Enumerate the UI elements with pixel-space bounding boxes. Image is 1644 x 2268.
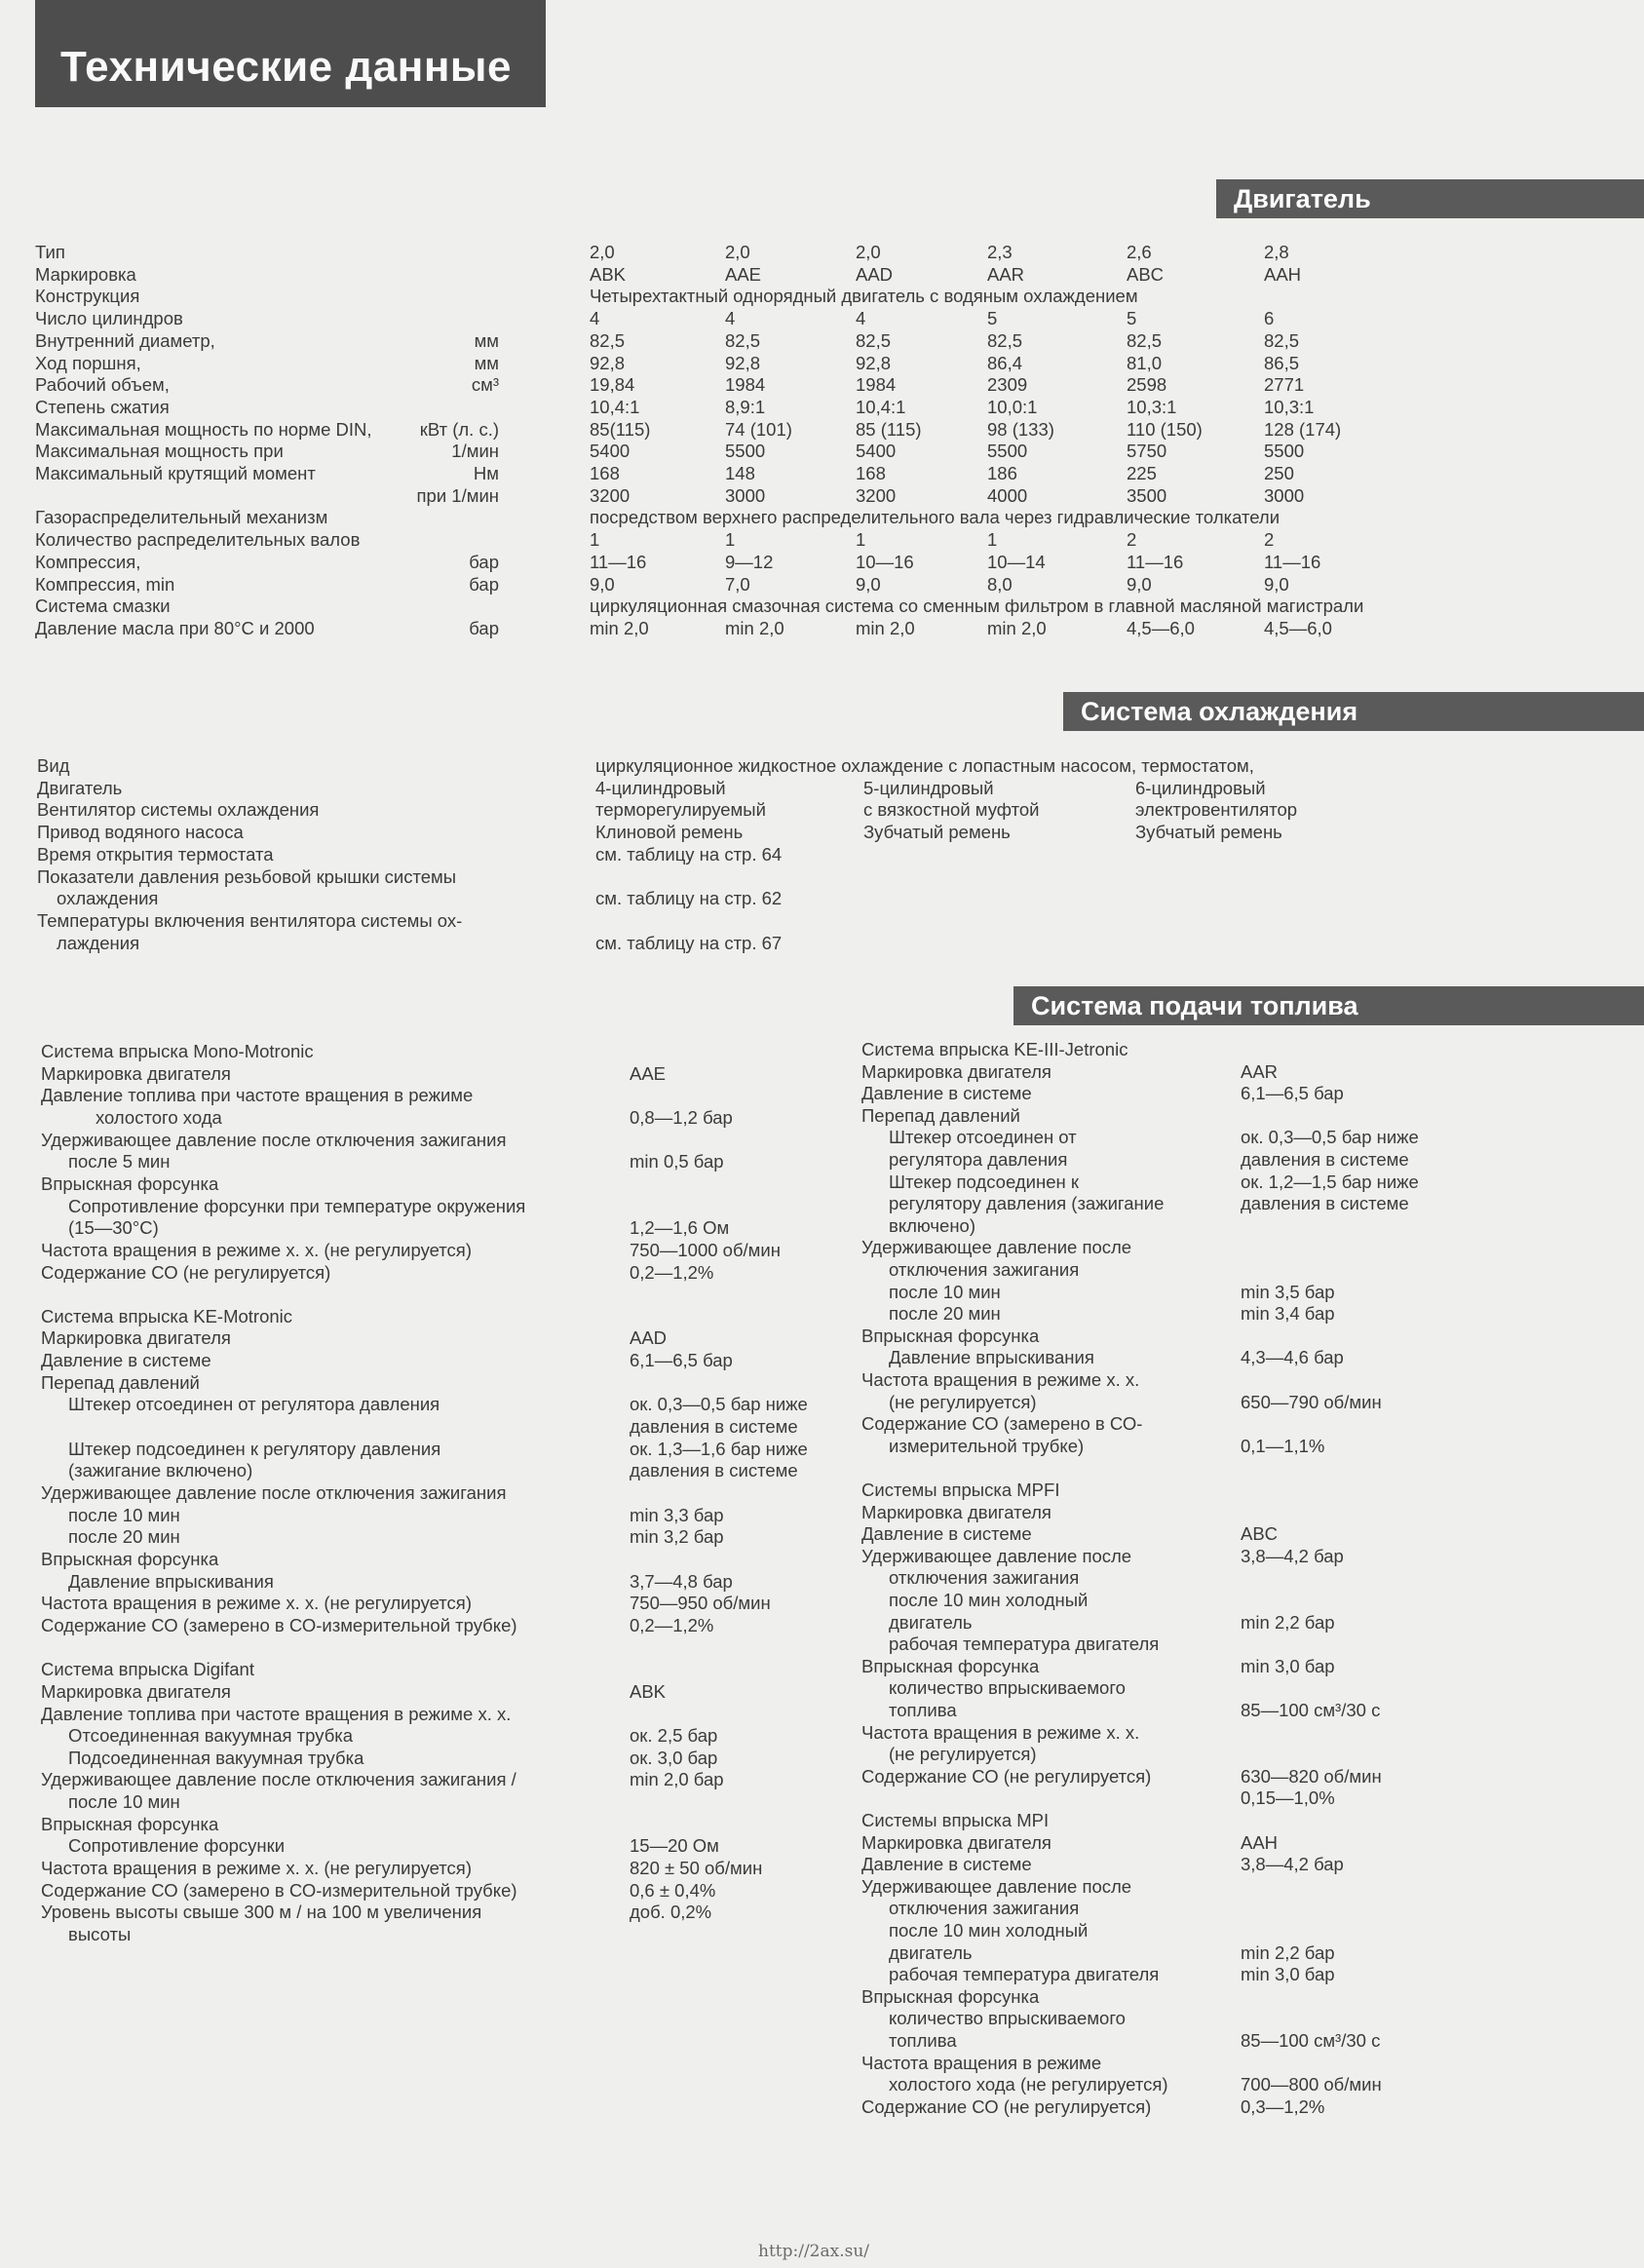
cooling-row-label: Вентилятор системы охлаждения	[37, 799, 320, 821]
engine-row-label: Рабочий объем,	[35, 374, 170, 396]
fuel-row-value: min 0,5 бар	[630, 1151, 724, 1172]
engine-value-cell: 82,5	[590, 329, 626, 351]
fuel-row-label: Давление в системе	[861, 1083, 1032, 1104]
fuel-row-label: после 10 мин холодный	[889, 1590, 1089, 1610]
fuel-row-label: рабочая температура двигателя	[889, 1964, 1160, 1985]
cooling-value-cell: 4-цилиндровый	[595, 777, 726, 798]
fuel-row-value: 630—820 об/мин	[1241, 1765, 1382, 1787]
fuel-row-value: 0,3—1,2%	[1241, 2095, 1325, 2117]
fuel-row-value: min 3,3 бар	[630, 1504, 724, 1525]
engine-value-cell: 2,0	[725, 242, 750, 262]
engine-row-unit: мм	[474, 329, 499, 351]
fuel-row-label: двигатель	[889, 1941, 973, 1963]
engine-value-cell: 2	[1127, 529, 1137, 551]
engine-value-cell: 85(115)	[590, 418, 651, 440]
fuel-row-label: Частота вращения в режиме х. х.	[861, 1369, 1140, 1390]
engine-value-cell: 168	[856, 463, 886, 483]
fuel-row-label: отключения зажигания	[889, 1259, 1080, 1280]
engine-value-cell: ABC	[1127, 263, 1165, 285]
fuel-row-label: Частота вращения в режиме х. х.	[861, 1721, 1140, 1743]
fuel-row-label: холостого хода (не регулируется)	[889, 2074, 1168, 2095]
fuel-row-label: Удерживающее давление после	[861, 1545, 1132, 1566]
engine-value-cell: 10,0:1	[987, 396, 1038, 417]
engine-value-cell: ABK	[590, 263, 627, 285]
fuel-row-label: топлива	[889, 1700, 957, 1720]
fuel-row-label: Удерживающее давление после отключения зажигания	[41, 1129, 507, 1150]
engine-value-cell: 2	[1264, 529, 1275, 551]
fuel-row-value: 0,1—1,1%	[1241, 1435, 1325, 1456]
engine-value-cell: 1984	[725, 374, 766, 396]
fuel-row-label: Системы впрыска MPI	[861, 1810, 1050, 1830]
engine-value-cell: 9,0	[856, 573, 881, 595]
fuel-row-value: 85—100 см³/30 с	[1241, 2030, 1381, 2051]
fuel-row-value: ок. 0,3—0,5 бар ниже	[1241, 1127, 1419, 1148]
engine-row-label: Система смазки	[35, 596, 171, 617]
fuel-row-value: 15—20 Ом	[630, 1835, 719, 1857]
engine-row-label: Ход поршня,	[35, 352, 141, 373]
engine-row-unit: мм	[474, 352, 499, 373]
cooling-row-label: Температуры включения вентилятора системы ох-	[37, 909, 463, 931]
fuel-row-value: 750—950 об/мин	[630, 1593, 771, 1614]
engine-row-label: Компрессия,	[35, 551, 141, 572]
engine-value-cell: 110 (150)	[1127, 418, 1203, 440]
fuel-row-label: Маркировка двигателя	[861, 1831, 1051, 1853]
fuel-row-value: 3,7—4,8 бар	[630, 1570, 733, 1592]
engine-value-cell: 5400	[856, 441, 897, 462]
engine-row-label: Число цилиндров	[35, 308, 183, 329]
engine-value-cell: 2,0	[590, 242, 615, 262]
engine-value-cell: 4	[856, 308, 866, 329]
engine-value-cell: 86,4	[987, 352, 1023, 373]
cooling-row-label: Привод водяного насоса	[37, 822, 244, 843]
engine-value-cell: AAD	[856, 263, 894, 285]
fuel-row-value: min 3,2 бар	[630, 1526, 724, 1548]
cooling-value-cell: Зубчатый ремень	[1135, 822, 1282, 843]
fuel-row-label: Удерживающее давление после отключения зажигания /	[41, 1769, 516, 1790]
fuel-row-label: включено)	[889, 1214, 975, 1236]
engine-value-cell: 10—16	[856, 551, 914, 572]
fuel-row-value: 1,2—1,6 Ом	[630, 1217, 730, 1239]
fuel-row-value: AAH	[1241, 1831, 1279, 1853]
fuel-row-value: 0,15—1,0%	[1241, 1787, 1335, 1809]
fuel-row-value: ок. 3,0 бар	[630, 1747, 718, 1768]
engine-value-cell: 11—16	[1127, 551, 1184, 572]
fuel-row-value: 4,3—4,6 бар	[1241, 1347, 1344, 1368]
fuel-row-value: 0,6 ± 0,4%	[630, 1879, 716, 1901]
engine-row-unit: бар	[469, 617, 499, 638]
engine-value-cell: 5400	[590, 441, 631, 462]
fuel-row-label: Содержание СО (не регулируется)	[861, 2095, 1152, 2117]
engine-value-cell: 148	[725, 463, 755, 483]
fuel-row-label: регулятора давления	[889, 1149, 1068, 1170]
fuel-row-label: Отсоединенная вакуумная трубка	[68, 1725, 354, 1747]
engine-row-label: Количество распределительных валов	[35, 529, 361, 551]
fuel-row-value: ок. 2,5 бар	[630, 1725, 718, 1747]
fuel-row-label: Частота вращения в режиме	[861, 2052, 1102, 2073]
engine-value-cell: 86,5	[1264, 352, 1300, 373]
engine-value-cell: 2,6	[1127, 242, 1152, 262]
engine-value-cell: 5500	[1264, 441, 1305, 462]
engine-row-label: Тип	[35, 242, 65, 262]
engine-value-cell: AAR	[987, 263, 1025, 285]
engine-value-cell: AAH	[1264, 263, 1302, 285]
fuel-row-value: AAR	[1241, 1060, 1279, 1082]
fuel-row-label: Давление в системе	[41, 1350, 211, 1371]
engine-value-cell: 5750	[1127, 441, 1167, 462]
fuel-row-label: Впрыскная форсунка	[41, 1172, 219, 1194]
cooling-value-cell: Клиновой ремень	[595, 822, 744, 843]
fuel-row-value: ABK	[630, 1680, 667, 1702]
fuel-row-label: Давление в системе	[861, 1854, 1032, 1875]
fuel-row-label: Впрыскная форсунка	[41, 1813, 219, 1834]
engine-value-cell: 8,0	[987, 573, 1013, 595]
engine-value-cell: 82,5	[856, 329, 892, 351]
engine-row-label: Конструкция	[35, 286, 140, 307]
engine-value-cell: 7,0	[725, 573, 750, 595]
fuel-row-label: (не регулируется)	[889, 1391, 1037, 1412]
engine-value-cell: 2309	[987, 374, 1028, 396]
engine-value-cell: min 2,0	[856, 617, 915, 638]
fuel-row-value: ABC	[1241, 1523, 1279, 1545]
engine-row-label: Максимальный крутящий момент	[35, 463, 316, 483]
fuel-row-value: 0,8—1,2 бар	[630, 1106, 733, 1128]
fuel-row-label: измерительной трубке)	[889, 1435, 1085, 1456]
engine-value-cell: 5500	[987, 441, 1028, 462]
engine-value-cell: 92,8	[856, 352, 892, 373]
fuel-row-label: Содержание СО (замерено в СО-измерительной трубке)	[41, 1879, 517, 1901]
fuel-row-label: после 5 мин	[68, 1151, 171, 1172]
fuel-row-label: Частота вращения в режиме х. х. (не регулируется)	[41, 1239, 472, 1260]
engine-value-cell: 19,84	[590, 374, 635, 396]
fuel-row-label: Маркировка двигателя	[861, 1060, 1051, 1082]
fuel-row-value: min 2,0 бар	[630, 1769, 724, 1790]
fuel-row-value: AAE	[630, 1062, 667, 1084]
engine-value-cell: min 2,0	[725, 617, 784, 638]
fuel-row-label: Маркировка двигателя	[861, 1501, 1051, 1522]
cooling-row-span-value: см. таблицу на стр. 67	[595, 932, 783, 953]
fuel-section-heading: Система подачи топлива	[1013, 986, 1644, 1025]
engine-value-cell: 92,8	[725, 352, 761, 373]
engine-value-cell: 1	[987, 529, 998, 551]
fuel-row-label: Содержание СО (замерено в СО-	[861, 1413, 1143, 1435]
fuel-row-label: Впрыскная форсунка	[861, 1985, 1040, 2007]
fuel-row-label: (не регулируется)	[889, 1744, 1037, 1765]
cooling-section-heading: Система охлаждения	[1063, 692, 1644, 731]
fuel-row-value: 0,2—1,2%	[630, 1261, 714, 1283]
fuel-row-label: Удерживающее давление после	[861, 1875, 1132, 1897]
fuel-row-label: Частота вращения в режиме х. х. (не регулируется)	[41, 1858, 472, 1879]
fuel-row-label: Впрыскная форсунка	[41, 1548, 219, 1569]
fuel-row-label: Давление в системе	[861, 1523, 1032, 1545]
engine-value-cell: 5	[1127, 308, 1137, 329]
engine-value-cell: 250	[1264, 463, 1294, 483]
fuel-row-label: после 20 мин	[889, 1303, 1001, 1325]
cooling-row-label: лаждения	[57, 932, 140, 953]
cooling-row-span-value: см. таблицу на стр. 64	[595, 843, 783, 865]
engine-value-cell: 3200	[590, 484, 631, 506]
engine-value-cell: AAE	[725, 263, 762, 285]
engine-value-cell: 10—14	[987, 551, 1046, 572]
fuel-row-label: Системы впрыска MPFI	[861, 1480, 1060, 1500]
fuel-row-label: (15—30°C)	[68, 1217, 159, 1239]
fuel-row-label: Впрыскная форсунка	[861, 1655, 1040, 1676]
fuel-row-label: Маркировка двигателя	[41, 1327, 231, 1349]
fuel-row-value: min 3,0 бар	[1241, 1655, 1335, 1676]
fuel-row-label: (зажигание включено)	[68, 1460, 253, 1481]
engine-value-cell: 4,5—6,0	[1127, 617, 1195, 638]
fuel-row-label: отключения зажигания	[889, 1898, 1080, 1919]
page-title: Технические данные	[60, 43, 512, 91]
fuel-row-label: Частота вращения в режиме х. х. (не регулируется)	[41, 1593, 472, 1614]
engine-value-cell: 4	[590, 308, 600, 329]
fuel-row-value: min 2,2 бар	[1241, 1611, 1335, 1633]
fuel-row-label: Система впрыска Mono-Motronic	[41, 1041, 314, 1061]
fuel-row-value: 700—800 об/мин	[1241, 2074, 1382, 2095]
engine-value-cell: 74 (101)	[725, 418, 792, 440]
fuel-row-label: после 10 мин	[68, 1791, 180, 1813]
fuel-row-label: топлива	[889, 2030, 957, 2051]
fuel-row-value: 3,8—4,2 бар	[1241, 1545, 1344, 1566]
engine-row-label: Маркировка	[35, 263, 136, 285]
fuel-row-label: Перепад давлений	[41, 1371, 200, 1393]
fuel-row-value: min 2,2 бар	[1241, 1941, 1335, 1963]
cooling-value-cell: 6-цилиндровый	[1135, 777, 1266, 798]
fuel-row-value: 3,8—4,2 бар	[1241, 1854, 1344, 1875]
engine-row-unit: 1/мин	[451, 441, 499, 462]
engine-row-unit: бар	[469, 573, 499, 595]
engine-value-cell: 2,8	[1264, 242, 1289, 262]
engine-section-heading: Двигатель	[1216, 179, 1644, 218]
fuel-row-label: после 10 мин	[68, 1504, 180, 1525]
fuel-row-label: холостого хода	[96, 1106, 222, 1128]
cooling-value-cell: электровентилятор	[1135, 799, 1298, 821]
engine-value-cell: 9,0	[1264, 573, 1289, 595]
cooling-row-label: Показатели давления резьбовой крышки системы	[37, 865, 457, 887]
engine-value-cell: 5500	[725, 441, 766, 462]
engine-value-cell: 10,4:1	[590, 396, 640, 417]
engine-value-cell: 225	[1127, 463, 1157, 483]
fuel-row-label: количество впрыскиваемого	[889, 2008, 1126, 2029]
engine-row-span-value: Четырехтактный однорядный двигатель с водяным охлаждением	[590, 286, 1138, 307]
fuel-row-label: Давление впрыскивания	[889, 1347, 1094, 1368]
cooling-value-cell: терморегулируемый	[595, 799, 766, 821]
engine-value-cell: 82,5	[1264, 329, 1300, 351]
engine-value-cell: 4000	[987, 484, 1028, 506]
cooling-value-cell: с вязкостной муфтой	[863, 799, 1040, 821]
footer-url: http://2ax.su/	[758, 2242, 870, 2261]
engine-value-cell: 4	[725, 308, 736, 329]
fuel-row-value: 6,1—6,5 бар	[630, 1350, 733, 1371]
cooling-row-label: Вид	[37, 755, 70, 776]
engine-value-cell: 82,5	[987, 329, 1023, 351]
engine-value-cell: 3200	[856, 484, 897, 506]
fuel-row-label: Перепад давлений	[861, 1104, 1020, 1126]
fuel-row-label: Маркировка двигателя	[41, 1062, 231, 1084]
fuel-row-label: Содержание СО (замерено в СО-измерительной трубке)	[41, 1614, 517, 1635]
cooling-value-cell: Зубчатый ремень	[863, 822, 1011, 843]
engine-value-cell: 9,0	[590, 573, 615, 595]
engine-value-cell: 2598	[1127, 374, 1167, 396]
engine-value-cell: 1	[725, 529, 736, 551]
fuel-row-value: 750—1000 об/мин	[630, 1239, 781, 1260]
fuel-row-label: Система впрыска KE-Motronic	[41, 1305, 293, 1326]
engine-value-cell: 8,9:1	[725, 396, 766, 417]
engine-row-label: Максимальная мощность при	[35, 441, 284, 462]
fuel-row-label: Штекер отсоединен от	[889, 1127, 1077, 1148]
fuel-row-label: Подсоединенная вакуумная трубка	[68, 1747, 364, 1768]
engine-value-cell: 11—16	[590, 551, 647, 572]
engine-value-cell: 1984	[856, 374, 897, 396]
engine-value-cell: 168	[590, 463, 620, 483]
cooling-row-label: Двигатель	[37, 777, 123, 798]
engine-value-cell: 6	[1264, 308, 1275, 329]
engine-value-cell: 3000	[1264, 484, 1305, 506]
fuel-row-value: min 3,4 бар	[1241, 1303, 1335, 1325]
cooling-row-label: охлаждения	[57, 888, 159, 909]
fuel-row-value: 0,2—1,2%	[630, 1614, 714, 1635]
fuel-row-label: Уровень высоты свыше 300 м / на 100 м увеличения	[41, 1902, 482, 1923]
fuel-row-label: рабочая температура двигателя	[889, 1634, 1160, 1655]
engine-row-unit: бар	[469, 551, 499, 572]
engine-value-cell: 10,4:1	[856, 396, 906, 417]
engine-row-label: Максимальная мощность по норме DIN,	[35, 418, 372, 440]
fuel-row-value: 820 ± 50 об/мин	[630, 1858, 763, 1879]
fuel-row-label: Содержание СО (не регулируется)	[41, 1261, 331, 1283]
engine-value-cell: 92,8	[590, 352, 626, 373]
engine-value-cell: 5	[987, 308, 998, 329]
fuel-row-label: двигатель	[889, 1611, 973, 1633]
fuel-row-value: min 3,0 бар	[1241, 1964, 1335, 1985]
engine-value-cell: 10,3:1	[1264, 396, 1315, 417]
fuel-row-value: давления в системе	[1241, 1149, 1409, 1170]
fuel-row-value: AAD	[630, 1327, 668, 1349]
engine-value-cell: min 2,0	[590, 617, 649, 638]
engine-value-cell: 2,3	[987, 242, 1013, 262]
engine-value-cell: 10,3:1	[1127, 396, 1177, 417]
engine-value-cell: 3000	[725, 484, 766, 506]
engine-value-cell: 1	[856, 529, 866, 551]
fuel-row-value: давления в системе	[1241, 1193, 1409, 1214]
fuel-row-label: Сопротивление форсунки	[68, 1835, 286, 1857]
fuel-row-label: высоты	[68, 1924, 132, 1944]
engine-row-span-value: посредством верхнего распределительного вала через гидравлические толкатели	[590, 507, 1281, 528]
engine-value-cell: 81,0	[1127, 352, 1163, 373]
engine-row-span-value: циркуляционная смазочная система со сменным фильтром в главной масляной магистрали	[590, 596, 1364, 617]
engine-row-label: Внутренний диаметр,	[35, 329, 215, 351]
fuel-row-label: после 10 мин холодный	[889, 1920, 1089, 1941]
engine-value-cell: 98 (133)	[987, 418, 1054, 440]
engine-value-cell: 9—12	[725, 551, 774, 572]
engine-row-unit: см³	[471, 374, 499, 396]
engine-value-cell: 4,5—6,0	[1264, 617, 1332, 638]
fuel-row-label: Давление впрыскивания	[68, 1570, 274, 1592]
fuel-row-label: отключения зажигания	[889, 1567, 1080, 1589]
fuel-row-value: ок. 1,2—1,5 бар ниже	[1241, 1171, 1419, 1192]
fuel-row-label: Содержание СО (не регулируется)	[861, 1765, 1152, 1787]
fuel-row-value: ок. 1,3—1,6 бар ниже	[630, 1438, 808, 1459]
fuel-row-label: Сопротивление форсунки при температуре окружения	[68, 1195, 526, 1216]
fuel-row-label: регулятору давления (зажигание	[889, 1193, 1165, 1214]
fuel-row-value: давления в системе	[630, 1416, 798, 1438]
fuel-row-label: Система впрыска KE-III-Jetronic	[861, 1039, 1128, 1059]
engine-row-unit: при 1/мин	[416, 484, 499, 506]
engine-value-cell: 128 (174)	[1264, 418, 1342, 440]
fuel-row-value: min 3,5 бар	[1241, 1281, 1335, 1302]
fuel-row-label: Маркировка двигателя	[41, 1680, 231, 1702]
fuel-row-value: доб. 0,2%	[630, 1902, 712, 1923]
engine-value-cell: 9,0	[1127, 573, 1152, 595]
engine-value-cell: 11—16	[1264, 551, 1321, 572]
fuel-row-value: 650—790 об/мин	[1241, 1391, 1382, 1412]
cooling-row-label: Время открытия термостата	[37, 843, 274, 865]
engine-value-cell: 1	[590, 529, 600, 551]
fuel-row-label: Система впрыска Digifant	[41, 1659, 254, 1680]
engine-value-cell: min 2,0	[987, 617, 1047, 638]
fuel-row-label: Штекер отсоединен от регулятора давления	[68, 1394, 440, 1415]
fuel-row-label: Давление топлива при частоте вращения в режиме	[41, 1085, 474, 1106]
cooling-value-cell: 5-цилиндровый	[863, 777, 994, 798]
fuel-row-value: 85—100 см³/30 с	[1241, 1700, 1381, 1720]
fuel-row-value: 6,1—6,5 бар	[1241, 1083, 1344, 1104]
fuel-row-label: Давление топлива при частоте вращения в режиме х. х.	[41, 1703, 512, 1724]
engine-value-cell: 2,0	[856, 242, 881, 262]
engine-row-label: Давление масла при 80°C и 2000	[35, 617, 315, 638]
engine-value-cell: 2771	[1264, 374, 1305, 396]
fuel-row-value: давления в системе	[630, 1460, 798, 1481]
fuel-row-value: ок. 0,3—0,5 бар ниже	[630, 1394, 808, 1415]
engine-value-cell: 3500	[1127, 484, 1167, 506]
engine-row-unit: кВт (л. с.)	[419, 418, 499, 440]
fuel-row-label: Удерживающее давление после	[861, 1237, 1132, 1258]
fuel-row-label: Штекер подсоединен к	[889, 1171, 1079, 1192]
engine-value-cell: 85 (115)	[856, 418, 922, 440]
engine-value-cell: 82,5	[1127, 329, 1163, 351]
fuel-row-label: после 10 мин	[889, 1281, 1001, 1302]
engine-value-cell: 82,5	[725, 329, 761, 351]
fuel-row-label: Впрыскная форсунка	[861, 1325, 1040, 1346]
engine-row-label: Степень сжатия	[35, 396, 170, 417]
cooling-row-span-value: см. таблицу на стр. 62	[595, 888, 783, 909]
fuel-row-label: количество впрыскиваемого	[889, 1677, 1126, 1699]
engine-row-unit: Нм	[473, 463, 499, 483]
engine-value-cell: 186	[987, 463, 1017, 483]
engine-row-label: Компрессия, min	[35, 573, 175, 595]
fuel-row-label: Удерживающее давление после отключения зажигания	[41, 1482, 507, 1503]
fuel-row-label: после 20 мин	[68, 1526, 180, 1548]
engine-row-label: Газораспределительный механизм	[35, 507, 328, 528]
fuel-row-label: Штекер подсоединен к регулятору давления	[68, 1438, 441, 1459]
cooling-row-span-value: циркуляционное жидкостное охлаждение с лопастным насосом, термостатом,	[595, 755, 1254, 776]
